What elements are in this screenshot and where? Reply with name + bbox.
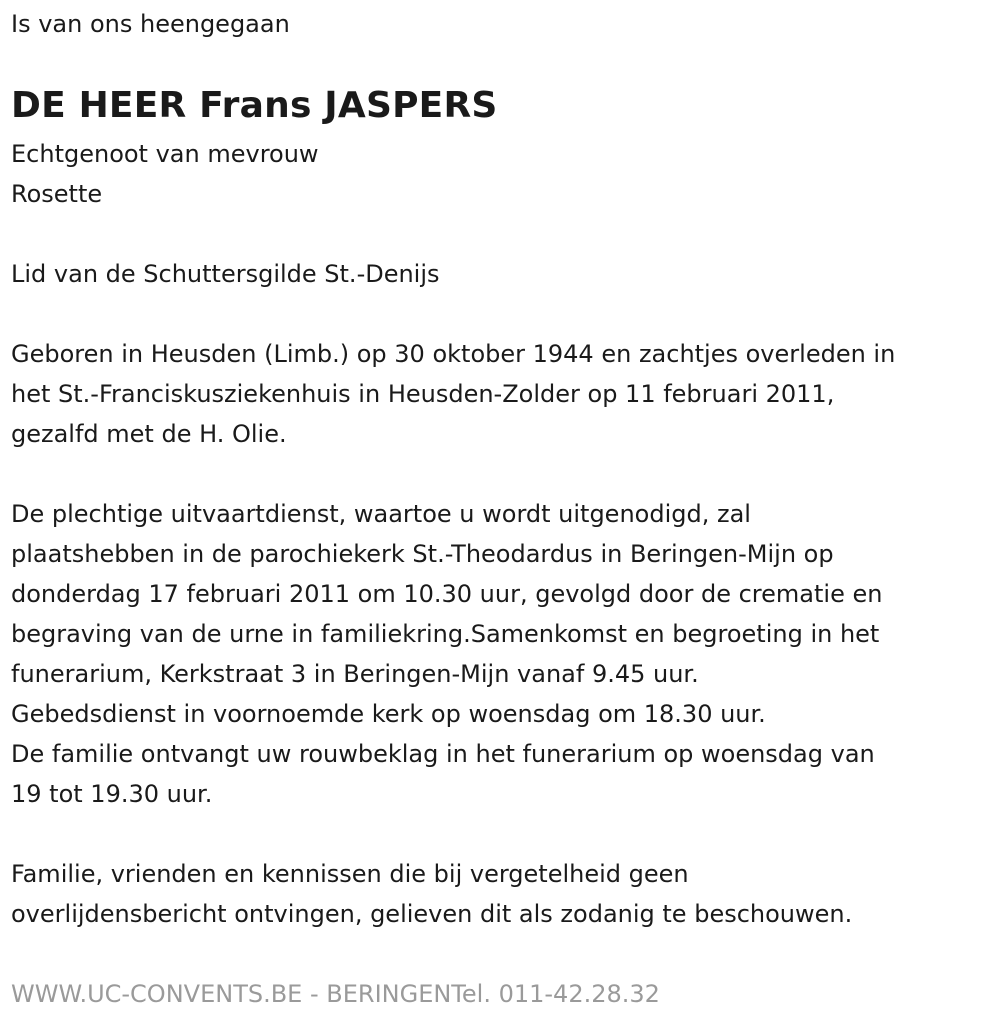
funeral-line: 19 tot 19.30 uur. — [11, 780, 213, 808]
family-line: overlijdensbericht ontvingen, gelieven dit als zodanig te beschouwen. — [11, 900, 853, 928]
spouse-line: Echtgenoot van mevrouw — [11, 140, 319, 168]
funeral-line: De familie ontvangt uw rouwbeklag in het funerarium op woensdag van — [11, 740, 875, 768]
funeral-line: plaatshebben in de parochiekerk St.-Theodardus in Beringen-Mijn op — [11, 540, 834, 568]
intro-text: Is van ons heengegaan — [11, 10, 290, 38]
birth-death-line: het St.-Franciskusziekenhuis in Heusden-Zolder op 11 februari 2011, — [11, 380, 835, 408]
membership-line: Lid van de Schuttersgilde St.-Denijs — [11, 260, 440, 288]
funeral-line: De plechtige uitvaartdienst, waartoe u wordt uitgenodigd, zal — [11, 500, 751, 528]
deceased-name: DE HEER Frans JASPERS — [11, 85, 498, 126]
footer-contact: WWW.UC-CONVENTS.BE - BERINGENTel. 011-42.28.32 — [11, 980, 660, 1008]
funeral-line: begraving van de urne in familiekring.Samenkomst en begroeting in het — [11, 620, 880, 648]
family-paragraph — [11, 854, 852, 934]
spouse-line: Rosette — [11, 180, 103, 208]
funeral-paragraph — [11, 494, 882, 814]
membership-paragraph — [11, 254, 440, 294]
funeral-line: Gebedsdienst in voornoemde kerk op woensdag om 18.30 uur. — [11, 700, 766, 728]
birth-death-line: gezalfd met de H. Olie. — [11, 420, 287, 448]
family-line: Familie, vrienden en kennissen die bij vergetelheid geen — [11, 860, 689, 888]
birth-death-line: Geboren in Heusden (Limb.) op 30 oktober 1944 en zachtjes overleden in — [11, 340, 896, 368]
funeral-line: donderdag 17 februari 2011 om 10.30 uur, gevolgd door de crematie en — [11, 580, 883, 608]
funeral-line: funerarium, Kerkstraat 3 in Beringen-Mijn vanaf 9.45 uur. — [11, 660, 699, 688]
spouse-paragraph — [11, 134, 319, 214]
birth-death-paragraph — [11, 334, 895, 454]
